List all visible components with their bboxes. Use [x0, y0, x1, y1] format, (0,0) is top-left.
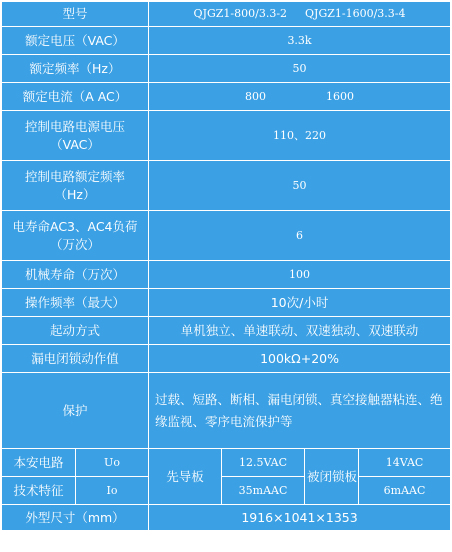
current-1600: 1600 — [326, 89, 355, 103]
model-a: QJGZ1-800/3.3-2 — [193, 7, 288, 20]
row-label: 保护 — [2, 373, 149, 449]
intrinsic-row-io — [2, 477, 451, 505]
dimensions-row — [2, 505, 451, 531]
row-label — [2, 111, 149, 161]
io-label: Io — [76, 477, 149, 505]
row-value: 单机独立、单速联动、双速独动、双速联动 — [149, 317, 451, 345]
lock-uo: 14VAC — [359, 449, 451, 477]
lock-label: 被闭锁板 — [305, 449, 359, 505]
row-value: 100kΩ+20% — [149, 345, 451, 373]
row-label-line1: 控制电路额定频率 — [25, 168, 126, 184]
row-label-line2: （Hz） — [54, 186, 96, 202]
table-row — [2, 345, 451, 373]
pilot-uo: 12.5VAC — [222, 449, 305, 477]
dimensions-label: 外型尺寸（mm） — [2, 505, 149, 531]
row-label-line1: 电寿命AC3、AC4负荷 — [12, 218, 138, 234]
row-value: 50 — [149, 55, 451, 83]
row-value: 过载、短路、断相、漏电闭锁、真空接触器粘连、绝缘监视、零序电流保护等 — [149, 373, 451, 449]
row-value: 100 — [149, 261, 451, 289]
row-label — [2, 161, 149, 211]
table-row — [2, 373, 451, 449]
spec-table — [1, 1, 451, 531]
table-row — [2, 261, 451, 289]
pilot-io: 35mAAC — [222, 477, 305, 505]
table-row — [2, 317, 451, 345]
lock-io: 6mAAC — [359, 477, 451, 505]
row-value — [149, 83, 451, 111]
table-row — [2, 289, 451, 317]
intrinsic-label-1: 本安电路 — [2, 449, 76, 477]
table-row — [2, 161, 451, 211]
row-label: 机械寿命（万次） — [2, 261, 149, 289]
row-label — [2, 211, 149, 261]
row-value: 110、220 — [149, 111, 451, 161]
row-value: 10次/小时 — [149, 289, 451, 317]
table-row — [2, 83, 451, 111]
pilot-label: 先导板 — [149, 449, 222, 505]
row-label-line2: （VAC） — [50, 136, 100, 152]
model-values — [149, 2, 451, 27]
uo-label: Uo — [76, 449, 149, 477]
model-label: 型号 — [2, 2, 149, 27]
current-800: 800 — [245, 89, 267, 103]
row-label: 漏电闭锁动作值 — [2, 345, 149, 373]
intrinsic-row-uo — [2, 449, 451, 477]
model-b: QJGZ1-1600/3.3-4 — [305, 7, 406, 20]
table-row — [2, 55, 451, 83]
row-label-line1: 控制电路电源电压 — [25, 118, 126, 134]
dimensions-value: 1916×1041×1353 — [149, 505, 451, 531]
row-label: 额定频率（Hz） — [2, 55, 149, 83]
table-row — [2, 27, 451, 55]
row-value: 6 — [149, 211, 451, 261]
intrinsic-label-2: 技术特征 — [2, 477, 76, 505]
row-value: 50 — [149, 161, 451, 211]
row-label: 额定电流（A AC） — [2, 83, 149, 111]
row-label-line2: （万次） — [50, 236, 101, 252]
row-label: 操作频率（最大） — [2, 289, 149, 317]
row-label: 起动方式 — [2, 317, 149, 345]
table-row — [2, 111, 451, 161]
row-label: 额定电压（VAC） — [2, 27, 149, 55]
row-value: 3.3k — [149, 27, 451, 55]
header-row — [2, 2, 451, 27]
table-row — [2, 211, 451, 261]
